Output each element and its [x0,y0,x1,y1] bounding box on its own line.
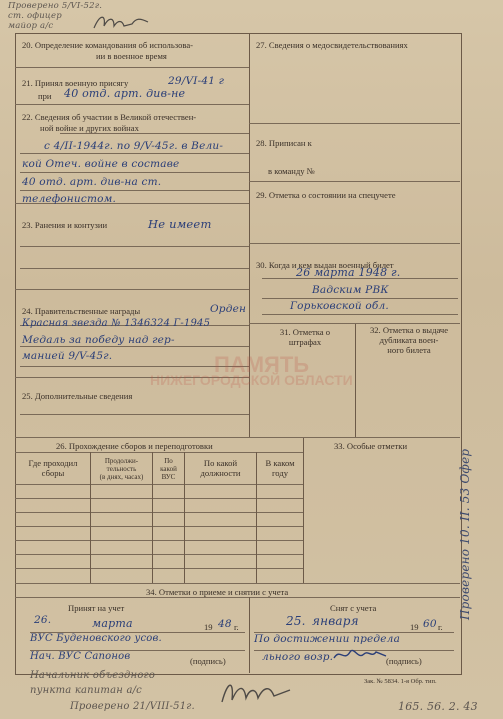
field-22-label-2: ной войне и других войнах [40,123,139,133]
hw-top-check-3: майор а/с [8,21,54,31]
hw-side-check: Проверено 10. II. 53 Офер [458,448,472,620]
field-31-label-2: штрафах [288,337,322,347]
hw-top-check-1: Проверено 5/VI-52г. [8,1,103,11]
hw-bottom-number: 165. 56. 2. 43 [398,700,478,713]
hw-34-rem-line-2: льного возр. [262,651,334,663]
field-24-label: 24. Правительственные награды [22,306,141,316]
rem-signature-label: (подпись) [386,656,422,666]
hw-30-line-3: Горьковской обл. [290,300,389,312]
print-info: Зак. № 5834. 1-я Обр. тип. [364,678,437,685]
rule [15,104,249,105]
hw-24-line-1: Орден [210,303,247,315]
table-26-row [15,498,303,499]
table-26-col2-header-2: тельность [106,465,137,473]
field-32-label-3: ного билета [387,345,431,355]
table-26-row [15,540,303,541]
hw-34-acc-year: 48 [218,618,232,630]
hw-bottom-2: пункта капитан а/с [30,685,142,696]
table-26-col2-header: Продолжи- [104,457,139,465]
hw-21-unit: 40 отд. арт. див-не [64,87,186,100]
hw-30-line-1: 26 марта 1948 г. [296,266,401,279]
rem-year-prefix: 19 [410,622,419,632]
rule [249,243,460,244]
hw-34-rem-line-1: По достижении предела [254,633,401,645]
hw-22-line-4: телефонистом. [22,193,117,205]
table-26-col3-header: По [164,457,173,465]
rule [262,298,458,299]
rule [262,314,458,315]
hw-22-line-2: кой Отеч. войне в составе [22,158,180,170]
field-22-label: 22. Сведения об участии в Великой отечествен- [22,112,197,122]
hw-34-acc-line-1: ВУС Буденовского усов. [30,633,162,644]
field-34-title: 34. Отметки о приеме и снятии с учета [146,587,289,597]
rule [249,181,460,182]
hw-bottom-signature [218,676,294,710]
hw-34-acc-line-2: Нач. ВУС Сапонов [30,651,131,662]
hw-24-line-3: Медаль за победу над гер- [22,334,175,346]
accepted-label: Принят на учет [68,603,125,613]
divider-31-32 [355,323,356,437]
hw-top-check-2: ст. офицер [8,11,62,21]
rule [15,597,460,598]
table-26-header-rule [15,452,303,453]
field-27-label: 27. Сведения о медосвидетельствованиях [256,40,408,50]
hw-22-line-1: с 4/II-1944г. по 9/V-45г. в Вели- [44,140,224,152]
watermark-line-1: ПАМЯТЬ [214,352,310,377]
field-29-label: 29. Отметка о состоянии на спецучете [256,190,396,200]
hw-34-acc-month: марта [92,617,133,630]
hw-24-line-4: манией 9/V-45г. [22,350,113,362]
table-26-col1-header: Где проходил [28,458,78,468]
rule [15,437,460,438]
divider-34 [249,597,250,673]
table-26-col4-header: По какой [203,458,238,468]
hw-23-value: Не имеет [148,217,212,231]
rem-year-suffix: г. [438,622,443,632]
table-26-col2-header-3: (в днях, часах) [99,473,144,481]
field-21-label-2: при [38,91,52,101]
hw-34-rem-year: 60 [423,618,437,630]
acc-signature-label: (подпись) [190,656,226,666]
field-30-label: 30. Когда и кем выдан военный билет [256,260,394,270]
field-20-label-2: ии в военное время [96,51,167,61]
removed-label: Снят с учета [330,603,377,613]
hw-24-line-2: Красная звезда № 1346324 Г-1945 [22,318,211,329]
rule [15,289,249,290]
hw-34-rem-month: января [312,614,359,628]
divider-26-33 [303,437,304,583]
table-26-row [15,554,303,555]
acc-year-suffix: г. [234,622,239,632]
field-33-label: 33. Особые отметки [334,441,408,451]
field-32-label-2: дубликата воен- [379,335,439,345]
field-21-label: 21. Принял военную присягу [22,78,129,88]
table-26-col1-header-2: сборы [41,468,65,478]
field-20-label: 20. Определение командования об использова- [22,40,194,50]
hw-34-acc-day: 26. [34,614,52,626]
rule [15,67,249,68]
table-26-row [15,526,303,527]
hw-21-date: 29/VI-41 г [168,75,225,87]
rule [20,172,249,173]
rule [249,323,460,324]
table-26-col4-header-2: должности [200,468,241,478]
rule [249,123,460,124]
table-26-row [15,568,303,569]
table-26-col3-header-3: ВУС [161,473,176,481]
rule [60,133,249,134]
rule [20,414,249,415]
hw-22-line-3: 40 отд. арт. див-на ст. [22,176,162,188]
rule [20,246,249,247]
hw-bottom-3: Проверено 21/VIII-51г. [70,701,195,712]
hw-top-signature [92,12,152,34]
table-26-col5-header: В каком [265,458,295,468]
field-31-label: 31. Отметка о [279,327,331,337]
table-26-row [15,512,303,513]
hw-30-line-2: Вадским РВК [312,284,389,296]
field-32-label: 32. Отметка о выдаче [369,325,449,335]
acc-year-prefix: 19 [204,622,213,632]
field-23-label: 23. Ранения и контузии [22,220,108,230]
table-26-col5-header-2: году [271,468,289,478]
hw-34-rem-signature [332,644,388,666]
field-28-label-2: в команду № [268,166,315,176]
field-25-label: 25. Дополнительные сведения [22,391,133,401]
field-28-label: 28. Приписан к [256,138,312,148]
hw-bottom-1: Начальник объездного [30,670,156,681]
rule [20,268,249,269]
rule [20,346,249,347]
hw-34-rem-day: 25. [286,614,306,628]
field-26-title: 26. Прохождение сборов и переподготовки [56,441,213,451]
rule [15,583,460,584]
rule [20,190,249,191]
rule [20,153,249,154]
table-26-col3-header-2: какой [160,465,177,473]
table-26-header-bottom [15,484,303,485]
watermark-line-2: НИЖЕГОРОДСКОЙ ОБЛАСТИ [150,372,353,388]
